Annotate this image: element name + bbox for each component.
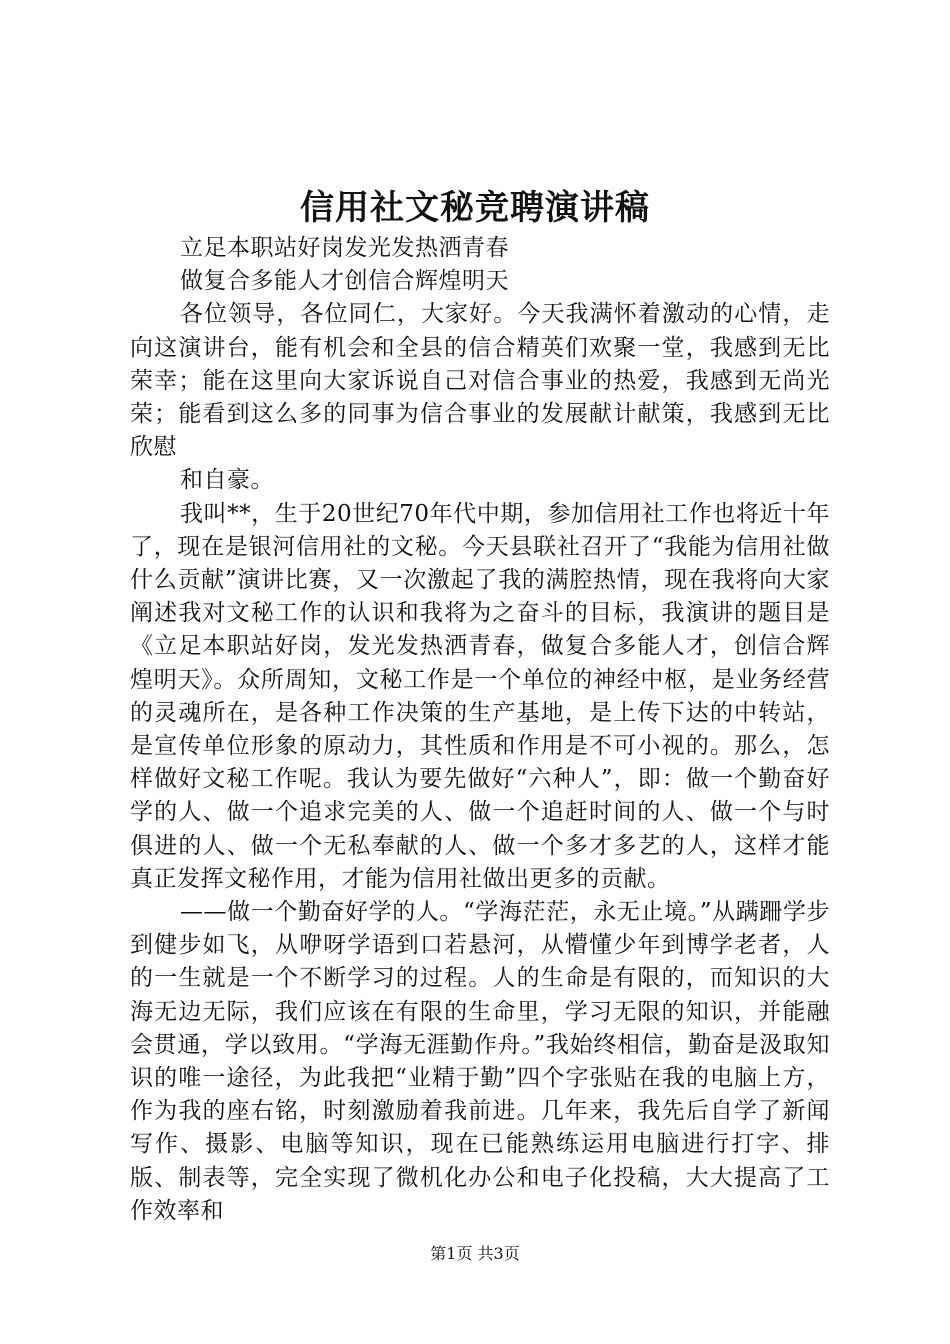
diligent-learner-paragraph: ——做一个勤奋好学的人。“学海茫茫，永无止境。”从蹒跚学步到健步如飞，从咿呀学语到口若悬河，从懵懂少年到博学老者，人的一生就是一个不断学习的过程。人的生命是有限的，而知识的大海无边无际，我们应该在有限的生命里，学习无限的知识，并能融会贯通，学以致用。“学海无涯勤作舟。”我始终相信，勤奋是汲取知识的唯一途径，为此我把“业精于勤”四个字张贴在我的电脑上方，作为我的座右铭，时刻激励着我前进。几年来，我先后自学了新闻写作、摄影、电脑等知识，现在已能熟练运用电脑进行打字、排版、制表等，完全实现了微机化办公和电子化投稿，大大提高了工作效率和 — [130, 899, 830, 1224]
document-title: 信用社文秘竞聘演讲稿 — [300, 188, 650, 228]
greeting-continuation: 和自豪。 — [180, 467, 274, 494]
subtitle-line-2: 做复合多能人才创信合辉煌明天 — [180, 268, 509, 295]
introduction-paragraph: 我叫**，生于20世纪70年代中期，参加信用社工作也将近十年了，现在是银河信用社的文秘。今天县联社召开了“我能为信用社做什么贡献”演讲比赛，又一次激起了我的满腔热情，现在我将向大家阐述我对文秘工作的认识和我将为之奋斗的目标，我演讲的题目是《立足本职站好岗，发光发热洒青春，做复合多能人才，创信合辉煌明天》。众所周知，文秘工作是一个单位的神经中枢，是业务经营的灵魂所在，是各种工作决策的生产基地，是上传下达的中转站，是宣传单位形象的原动力，其性质和作用是不可小视的。那么，怎样做好文秘工作呢。我认为要先做好“六种人”，即：做一个勤奋好学的人、做一个追求完美的人、做一个追赶时间的人、做一个与时俱进的人、做一个无私奉献的人、做一个多才多艺的人，这样才能真正发挥文秘作用，才能为信用社做出更多的贡献。 — [130, 500, 830, 892]
greeting-paragraph: 各位领导，各位同仁，大家好。今天我满怀着激动的心情，走向这演讲台，能有机会和全县的信合精英们欢聚一堂，我感到无比荣幸；能在这里向大家诉说自己对信合事业的热爱，我感到无尚光荣；能看到这么多的同事为信合事业的发展献计献策，我感到无比欣慰 — [130, 301, 830, 461]
page-number-footer: 第1页 共3页 — [430, 1244, 520, 1263]
subtitle-line-1: 立足本职站好岗发光发热洒青春 — [180, 235, 509, 261]
document-body — [130, 232, 830, 1228]
